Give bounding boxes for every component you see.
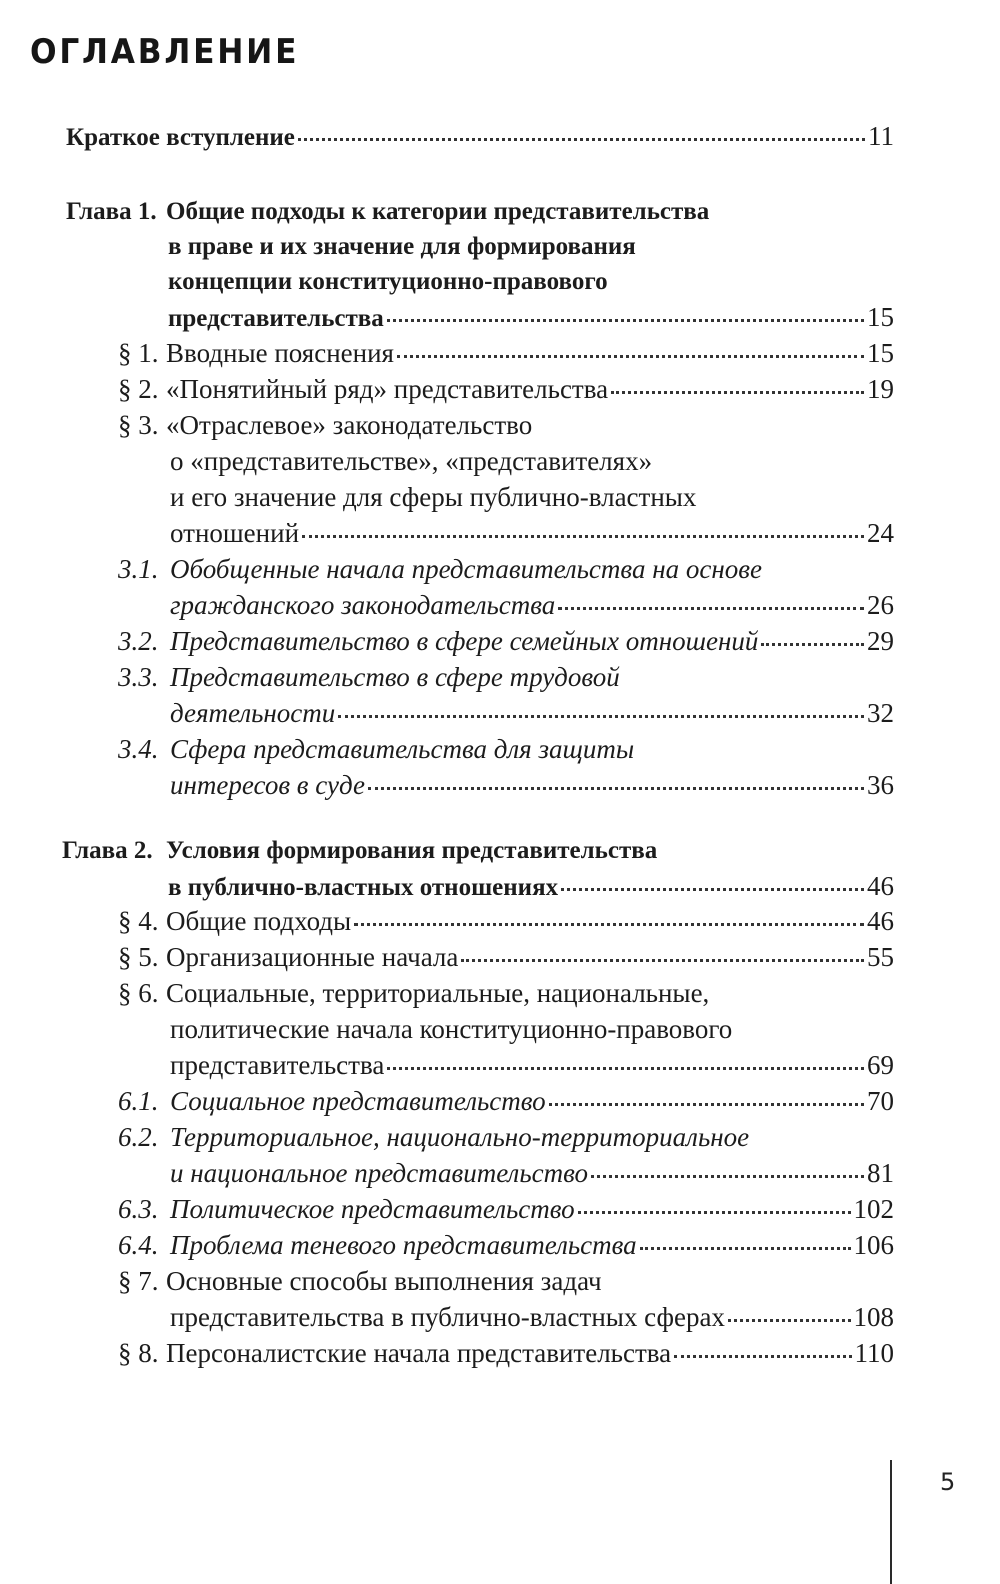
toc-section-7-line-2[interactable]: [170, 1299, 894, 1335]
toc-entry-title: Социальные, территориальные, национальные,: [166, 978, 710, 1008]
toc-entry-title: Обобщенные начала представительства на основе: [170, 554, 762, 584]
toc-entry-title: представительства в публично-властных сферах: [170, 1302, 725, 1332]
toc-subsection-6-4[interactable]: [118, 1227, 894, 1263]
dot-leader: [298, 138, 865, 141]
toc-section-3-line-3: [170, 479, 696, 515]
toc-section-3-line-2: [170, 443, 652, 479]
subsection-number: 6.2.: [118, 1122, 159, 1152]
toc-entry-page: 69: [867, 1050, 894, 1080]
toc-entry-title: концепции конституционно-правового: [168, 268, 608, 295]
toc-entry-title: Социальное представительство: [170, 1086, 546, 1116]
toc-section-7-line-1[interactable]: [118, 1263, 602, 1299]
toc-entry-title: «Понятийный ряд» представительства: [166, 374, 609, 404]
subsection-number: 6.1.: [118, 1086, 159, 1116]
page-edge-rule: [890, 1460, 892, 1584]
dot-leader: [728, 1319, 851, 1322]
toc-subsection-3-2[interactable]: [118, 623, 894, 659]
dot-leader: [368, 787, 864, 790]
page-title: ОГЛАВЛЕНИЕ: [30, 32, 300, 72]
toc-entry-title: Общие подходы: [166, 906, 352, 936]
section-number: § 3.: [118, 410, 159, 440]
toc-entry-page: 24: [867, 518, 894, 548]
toc-entry-title: Представительство в сфере семейных отношений: [170, 626, 759, 656]
toc-subsection-3-4-line-2[interactable]: [170, 767, 894, 803]
toc-entry-title: представительства: [170, 1050, 385, 1080]
toc-entry-page: 15: [867, 302, 894, 332]
toc-section-1[interactable]: [118, 335, 894, 371]
toc-subsection-6-2-line-2[interactable]: [170, 1155, 894, 1191]
subsection-number: 3.1.: [118, 554, 159, 584]
toc-entry-title: Персоналистские начала представительства: [166, 1338, 672, 1368]
toc-entry-title: Сфера представительства для защиты: [170, 734, 635, 764]
toc-entry-page: 102: [853, 1194, 894, 1224]
toc-entry-title: политические начала конституционно-правового: [170, 1014, 733, 1044]
chapter-number: Глава 1.: [66, 198, 157, 225]
section-number: § 1.: [118, 338, 159, 368]
toc-entry-page: 110: [854, 1338, 894, 1368]
toc-entry-title: Организационные начала: [166, 942, 459, 972]
toc-entry-page: 108: [853, 1302, 894, 1332]
dot-leader: [561, 888, 864, 891]
dot-leader: [611, 391, 864, 394]
chapter-number: Глава 2.: [62, 837, 153, 864]
dot-leader: [338, 715, 864, 718]
toc-entry-title: Условия формирования представительства: [166, 837, 658, 864]
toc-entry-page: 29: [867, 626, 894, 656]
toc-entry-page: 11: [868, 121, 894, 151]
dot-leader: [674, 1355, 851, 1358]
toc-entry-title: Общие подходы к категории представительства: [166, 198, 710, 225]
toc-subsection-6-1[interactable]: [118, 1083, 894, 1119]
dot-leader: [640, 1247, 851, 1250]
subsection-number: 6.3.: [118, 1194, 159, 1224]
toc-subsection-3-1-line-1[interactable]: [118, 551, 762, 587]
toc-entry-page: 55: [867, 942, 894, 972]
toc-entry-title: Представительство в сфере трудовой: [170, 662, 620, 692]
toc-entry-intro[interactable]: [66, 118, 894, 156]
toc-entry-title: в публично-властных отношениях: [168, 874, 559, 901]
subsection-number: 3.2.: [118, 626, 159, 656]
toc-entry-title: о «представительстве», «представителях»: [170, 446, 653, 476]
toc-section-6-line-3[interactable]: [170, 1047, 894, 1083]
section-number: § 5.: [118, 942, 159, 972]
toc-entry-page: 32: [867, 698, 894, 728]
subsection-number: 3.4.: [118, 734, 159, 764]
toc-entry-title: и национальное представительство: [170, 1158, 588, 1188]
toc-subsection-6-3[interactable]: [118, 1191, 894, 1227]
toc-entry-title: Политическое представительство: [170, 1194, 575, 1224]
toc-chapter-1-line-3: [168, 264, 608, 300]
section-number: § 4.: [118, 906, 159, 936]
section-number: § 2.: [118, 374, 159, 404]
toc-entry-title: деятельности: [170, 698, 336, 728]
toc-chapter-2-line-1[interactable]: [62, 833, 657, 869]
toc-entry-page: 46: [867, 906, 894, 936]
dot-leader: [354, 923, 864, 926]
toc-entry-page: 19: [867, 374, 894, 404]
toc-entry-title: «Отраслевое» законодательство: [166, 410, 533, 440]
subsection-number: 6.4.: [118, 1230, 159, 1260]
toc-subsection-3-1-line-2[interactable]: [170, 587, 894, 623]
subsection-number: 3.3.: [118, 662, 159, 692]
toc-entry-page: 46: [867, 871, 894, 901]
toc-chapter-1-line-4[interactable]: [168, 299, 894, 337]
toc-section-6-line-1[interactable]: [118, 975, 709, 1011]
toc-entry-page: 106: [853, 1230, 894, 1260]
toc-subsection-3-3-line-2[interactable]: [170, 695, 894, 731]
dot-leader: [591, 1175, 864, 1178]
dot-leader: [461, 959, 864, 962]
toc-entry-title: интересов в суде: [170, 770, 365, 800]
dot-leader: [387, 1067, 864, 1070]
toc-chapter-1-line-2: [168, 229, 636, 265]
toc-section-4[interactable]: [118, 903, 894, 939]
section-number: § 6.: [118, 978, 159, 1008]
toc-section-3-line-1[interactable]: [118, 407, 532, 443]
dot-leader: [761, 643, 864, 646]
toc-entry-title: представительства: [168, 305, 384, 332]
toc-entry-title: и его значение для сферы публично-властных: [170, 482, 697, 512]
toc-section-6-line-2: [170, 1011, 732, 1047]
toc-chapter-2-line-2[interactable]: [168, 868, 894, 906]
toc-entry-title: гражданского законодательства: [170, 590, 556, 620]
toc-subsection-3-3-line-1[interactable]: [118, 659, 620, 695]
toc-entry-title: Вводные пояснения: [166, 338, 394, 368]
toc-entry-title: отношений: [170, 518, 300, 548]
toc-entry-page: 26: [867, 590, 894, 620]
toc-entry-title: Проблема теневого представительства: [170, 1230, 637, 1260]
toc-section-8[interactable]: [118, 1335, 894, 1371]
toc-entry-title: в праве и их значение для формирования: [168, 233, 636, 260]
dot-leader: [387, 319, 864, 322]
dot-leader: [397, 355, 864, 358]
toc-entry-page: 36: [867, 770, 894, 800]
toc-entry-page: 15: [867, 338, 894, 368]
toc-section-5[interactable]: [118, 939, 894, 975]
dot-leader: [302, 535, 864, 538]
toc-entry-title: Основные способы выполнения задач: [166, 1266, 602, 1296]
toc-section-3-line-4[interactable]: [170, 515, 894, 551]
section-number: § 7.: [118, 1266, 159, 1296]
toc-subsection-3-4-line-1[interactable]: [118, 731, 634, 767]
dot-leader: [558, 607, 864, 610]
toc-entry-title: Территориальное, национально-территориальное: [170, 1122, 750, 1152]
toc-entry-title: Краткое вступление: [66, 124, 295, 151]
dot-leader: [549, 1103, 864, 1106]
toc-entry-page: 81: [867, 1158, 894, 1188]
toc-subsection-6-2-line-1[interactable]: [118, 1119, 749, 1155]
toc-entry-page: 70: [867, 1086, 894, 1116]
page-number: 5: [940, 1468, 956, 1496]
dot-leader: [578, 1211, 851, 1214]
toc-section-2[interactable]: [118, 371, 894, 407]
toc-chapter-1-line-1[interactable]: [66, 194, 709, 230]
section-number: § 8.: [118, 1338, 159, 1368]
